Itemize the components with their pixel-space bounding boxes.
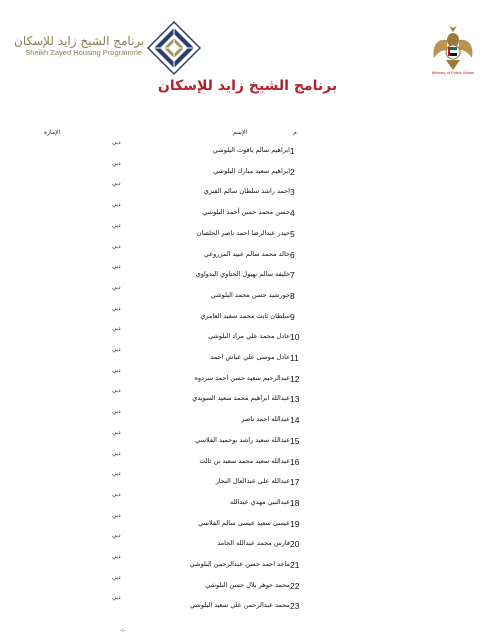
cell-name: عادل محمد علي مراد البلوشي: [208, 332, 290, 341]
table-row: [0, 244, 495, 265]
logo-english-text: Sheikh Zayed Housing Programme: [25, 48, 142, 57]
table-row: [0, 306, 495, 327]
cell-number: 3: [290, 187, 295, 198]
cell-emirate: دبي: [112, 347, 121, 353]
cell-name: محمد جوهر بلال حسن البلوشي: [205, 580, 290, 589]
cell-number: 5: [290, 228, 295, 239]
emblem-caption: Ministry of Public Works: [431, 70, 475, 75]
cell-number: 2: [290, 166, 295, 177]
cell-emirate: دبي: [112, 388, 121, 395]
column-header-name: الإسم: [232, 130, 248, 136]
table-row: [0, 326, 495, 347]
cell-number: 22: [290, 580, 300, 591]
cell-emirate: دبي: [112, 533, 121, 540]
cell-emirate: دبي: [112, 491, 121, 498]
programme-logo-icon: [146, 20, 202, 76]
column-header-emirate: الإمارة: [44, 130, 61, 136]
cell-name: ابراهيم سعيد مبارك البلوشي: [213, 166, 290, 175]
cell-number: 23: [290, 601, 300, 612]
cell-number: 8: [290, 290, 295, 301]
table-row: [0, 202, 495, 223]
cell-number: 9: [290, 311, 295, 322]
cell-name: خورشيد حسن محمد البلوشي: [210, 290, 290, 299]
cell-number: 18: [290, 497, 300, 508]
cell-name: عبدالله سعيد محمد سعيد بن ثالث: [199, 456, 290, 465]
cell-number: 21: [290, 560, 300, 570]
logo-arabic-text: برنامج الشيخ زايد للإسكان: [14, 34, 145, 48]
cell-name: خالد محمد سالم عبيد المزروعي: [203, 249, 290, 258]
cell-number: 1: [290, 146, 295, 156]
cell-emirate: دبي: [112, 326, 121, 333]
table-row: [0, 595, 495, 616]
cell-emirate: دبي: [112, 222, 121, 229]
table-row: [0, 388, 495, 409]
cell-name: عبدالرحيم سعيد حسن احمد سردوه: [194, 373, 290, 382]
cell-number: 4: [290, 208, 295, 219]
cell-emirate: دبي: [112, 409, 121, 416]
table-row: [0, 471, 495, 492]
cell-emirate: دبي: [112, 181, 121, 188]
cell-emirate: دبي: [112, 264, 121, 271]
cell-number: 14: [290, 415, 300, 426]
table-row: [0, 409, 495, 430]
cell-number: 6: [290, 249, 295, 260]
table-row: [0, 430, 495, 451]
programme-logo-text: [14, 34, 145, 58]
page-number: -١-: [120, 628, 127, 634]
table-row: [0, 223, 495, 244]
cell-emirate: دبي: [112, 284, 121, 291]
cell-emirate: دبي: [112, 574, 121, 581]
cell-name: عيسى سعيد عيسى سالم الفلاسي: [198, 518, 290, 527]
cell-emirate: دبي: [112, 202, 121, 209]
cell-emirate: دبي: [112, 367, 121, 374]
cell-number: 20: [290, 539, 300, 550]
cell-name: حيدر عبدالرضا احمد ناصر الخلصان: [196, 228, 290, 237]
cell-name: ابراهيم سالم ياقوت البلوشي: [212, 146, 290, 154]
table-row: [0, 451, 495, 472]
cell-name: عبدالنبي مهدي عبدالله: [229, 497, 290, 506]
cell-emirate: دبي: [112, 471, 121, 478]
cell-number: 7: [290, 270, 295, 281]
table-row: [0, 533, 495, 554]
cell-emirate: دبي: [112, 512, 121, 519]
cell-number: 16: [290, 456, 300, 467]
cell-name: سلطان ثابت محمد سعيد العامري: [200, 311, 290, 320]
table-row: [0, 368, 495, 389]
table-row: [0, 161, 495, 182]
cell-number: 17: [290, 477, 300, 488]
cell-number: 11: [290, 353, 299, 363]
cell-emirate: دبي: [112, 429, 121, 436]
table-row: [0, 492, 495, 513]
cell-name: عبدالله علي عبدالعال النجار: [215, 477, 290, 486]
table-row: [0, 554, 495, 575]
cell-emirate: دبي: [112, 305, 121, 312]
table-row: [0, 347, 495, 368]
table-row: [0, 285, 495, 306]
cell-emirate: دبي: [112, 140, 121, 146]
cell-name: احمد راشد سلطان سالم الفنزي: [203, 187, 290, 196]
cell-name: خليفه سالم نهيول الحتاوي البدواوي: [195, 270, 290, 279]
cell-name: فارس محمد عبدالله الحامد: [217, 539, 290, 548]
column-header-number: م: [293, 130, 297, 136]
cell-emirate: دبي: [112, 243, 121, 250]
cell-emirate: دبي: [112, 554, 121, 560]
cell-name: ماجد احمد حسن عبدالرحمن البلوشي: [189, 560, 290, 568]
cell-name: محمد عبدالرحمن علي سعيد البلوشي: [190, 601, 290, 610]
cell-number: 10: [290, 332, 300, 343]
cell-emirate: دبي: [112, 450, 121, 457]
table-row: [0, 140, 495, 161]
uae-emblem-icon: [428, 22, 478, 74]
cell-name: حسن محمد حسن أحمد البلوشي: [202, 208, 290, 217]
table-row: [0, 513, 495, 534]
table-row: [0, 264, 495, 285]
cell-name: عادل موسى علي عياش احمد: [210, 353, 290, 361]
cell-number: 12: [290, 373, 300, 384]
cell-name: عبدالله احمد ناصر: [241, 415, 290, 424]
table-row: [0, 575, 495, 596]
cell-number: 15: [290, 435, 300, 446]
cell-number: 19: [290, 518, 300, 529]
cell-name: عبدالله ابراهيم محمد سعيد السويدي: [192, 394, 290, 403]
document-title: برنامج الشيخ زايد للإسكان: [157, 78, 338, 94]
cell-number: 13: [290, 394, 300, 405]
cell-name: عبدالله سعيد راشد بوحميد الفلاسي: [195, 435, 290, 444]
cell-emirate: دبي: [112, 595, 121, 602]
page-header: [0, 0, 495, 80]
cell-emirate: دبي: [112, 160, 121, 167]
table-row: [0, 181, 495, 202]
